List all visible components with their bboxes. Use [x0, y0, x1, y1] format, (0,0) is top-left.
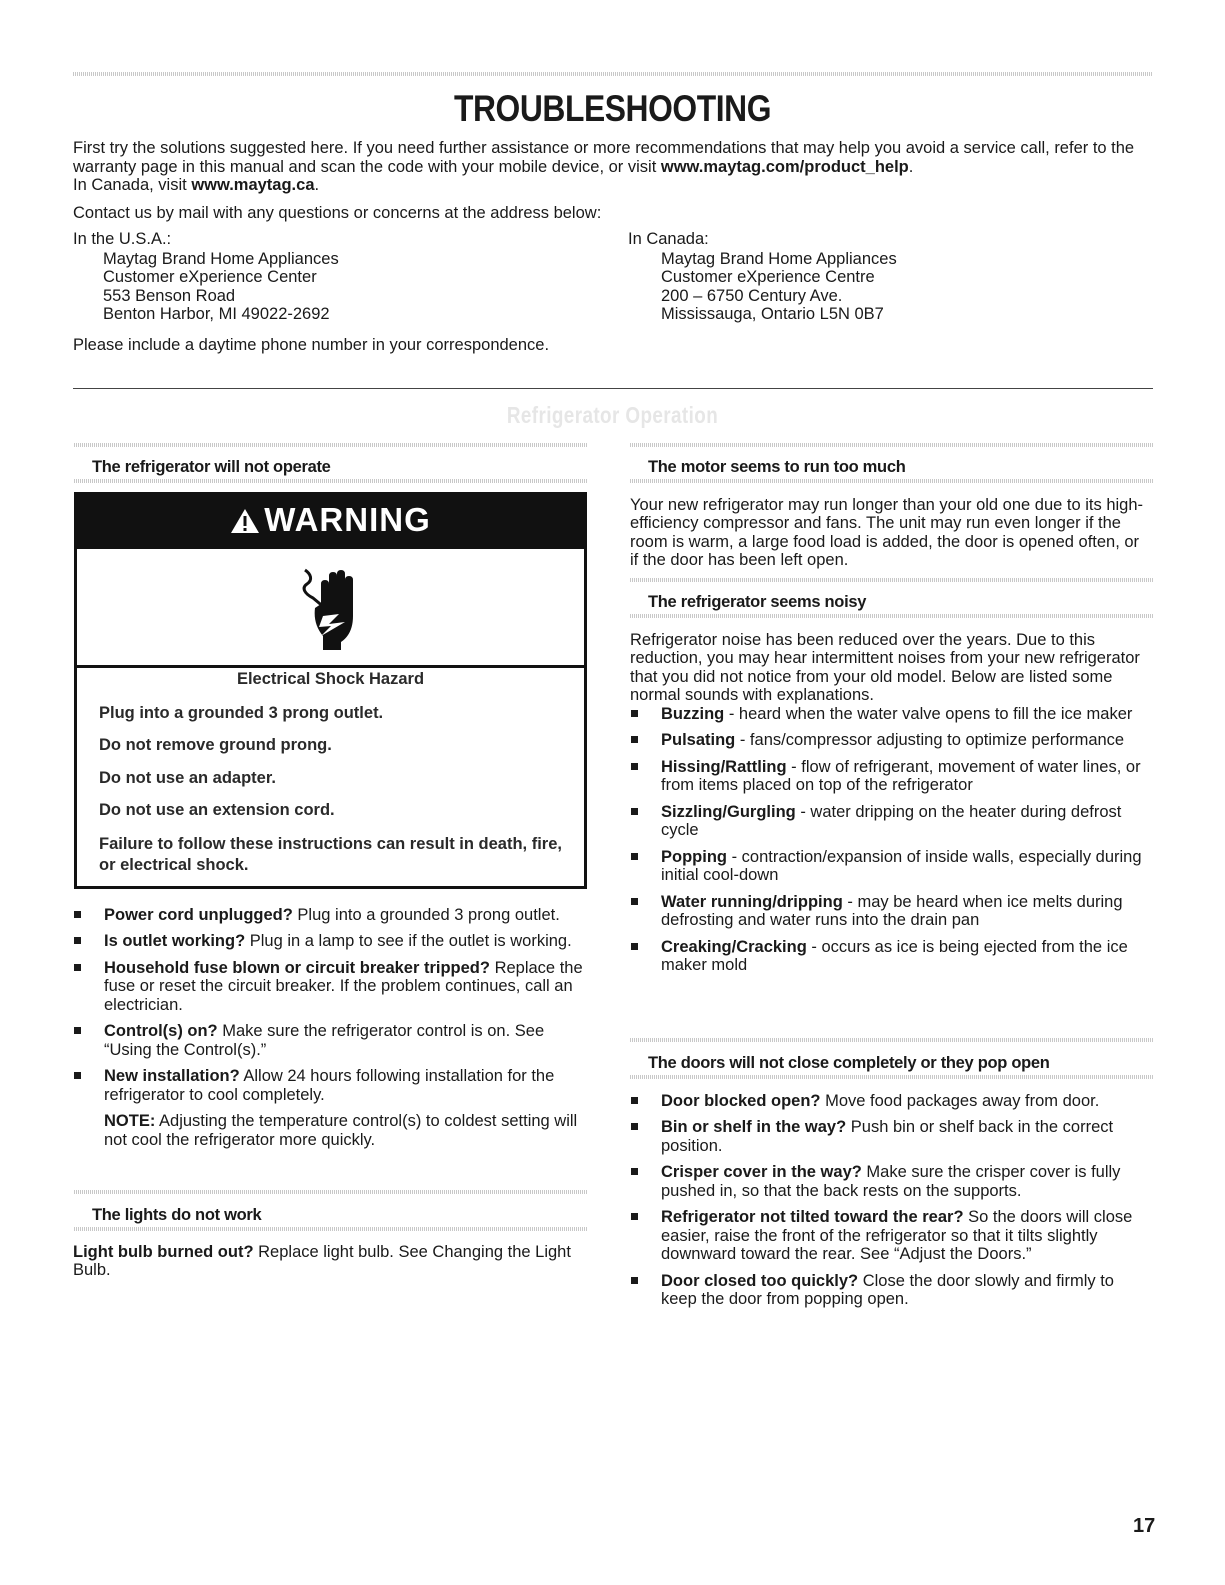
list-item: New installation? Allow 24 hours following installation for the refrigerator to cool completely. NOTE: Adjusting the temperature control(s) to coldest setting will not cool the refrigerator more quickly.	[73, 1067, 593, 1149]
left-sub2-rule-bottom	[74, 1227, 587, 1231]
lights-text: Light bulb burned out? Replace light bulb. See Changing the Light Bulb.	[73, 1243, 571, 1280]
page-title: TROUBLESHOOTING	[453, 88, 772, 129]
list-item: Is outlet working? Plug in a lamp to see if the outlet is working.	[73, 932, 593, 950]
list-item: Door blocked open? Move food packages away from door.	[630, 1092, 1150, 1110]
canada-link[interactable]: www.maytag.ca	[191, 176, 315, 195]
right-sub1-rule-top	[630, 443, 1153, 447]
list-item: Bin or shelf in the way? Push bin or shelf back in the correct position.	[630, 1118, 1150, 1155]
noisy-text: Refrigerator noise has been reduced over the years. Due to this reduction, you may hear intermittent noises from your new refrigerator that you did not notice from your old model. Below are listed some normal sounds with explanations.	[630, 631, 1140, 705]
warning-box	[74, 492, 587, 889]
left-sub1-rule-top	[74, 443, 587, 447]
warning-header: WARNING	[74, 492, 587, 549]
intro-paragraph-2: In Canada, visit www.maytag.ca.	[73, 176, 320, 195]
intro-paragraph-1: First try the solutions suggested here. If you need further assistance or more recommendations that may help you avoid a service call, refer to the warranty page in this manual and scan the code with your mobile device, or visit www.maytag.com/product_help.	[73, 139, 1135, 176]
not-operate-list	[73, 906, 593, 1157]
subheading-motor: The motor seems to run too much	[648, 458, 906, 476]
page-number: 17	[1133, 1515, 1156, 1537]
canada-label: In Canada:	[628, 230, 709, 248]
right-sub2-rule-top	[630, 578, 1153, 582]
intro	[73, 139, 1153, 195]
warning-divider	[77, 665, 584, 668]
list-item: Popping - contraction/expansion of inside walls, especially during initial cool-down	[630, 848, 1150, 885]
list-item: Hissing/Rattling - flow of refrigerant, movement of water lines, or from items placed on top of the refrigerator	[630, 758, 1150, 795]
noise-list	[630, 705, 1150, 983]
subheading-lights: The lights do not work	[92, 1206, 262, 1224]
list-item: Water running/dripping - may be heard when ice melts during defrosting and water runs into the drain pan	[630, 893, 1150, 930]
list-item: Sizzling/Gurgling - water dripping on the heater during defrost cycle	[630, 803, 1150, 840]
list-item: Control(s) on? Make sure the refrigerator control is on. See “Using the Control(s).”	[73, 1022, 593, 1059]
subheading-not-operate: The refrigerator will not operate	[92, 458, 331, 476]
hazard-title: Electrical Shock Hazard	[236, 670, 425, 688]
electric-shock-hand-icon	[299, 564, 369, 650]
top-divider	[73, 72, 1153, 76]
list-item: Household fuse blown or circuit breaker tripped? Replace the fuse or reset the circuit breaker. If the problem continues, call an electrician.	[73, 959, 593, 1014]
warning-instructions: Plug into a grounded 3 prong outlet. Do not remove ground prong. Do not use an adapter. Do not use an extension cord. Failure to follow these instructions can result in death, fire, or electrical shock.	[99, 704, 562, 875]
list-item: Refrigerator not tilted toward the rear? So the doors will close easier, raise the front of the refrigerator so that it tilts slightly downward toward the rear. See “Adjust the Doors.”	[630, 1208, 1150, 1263]
motor-text: Your new refrigerator may run longer than your old one due to its high-efficiency compressor and fans. The unit may run even longer if the room is warm, a large food load is added, the door is opened often, or if the door has been left open.	[630, 496, 1144, 570]
usa-address: Maytag Brand Home Appliances Customer eXperience Center 553 Benson Road Benton Harbor, MI 49022-2692	[103, 250, 339, 324]
right-sub2-rule-bottom	[630, 614, 1153, 618]
list-item: Creaking/Cracking - occurs as ice is being ejected from the ice maker mold	[630, 938, 1150, 975]
list-item: Pulsating - fans/compressor adjusting to optimize performance	[630, 731, 1150, 749]
warning-triangle-icon	[230, 508, 260, 534]
right-sub3-rule-top	[630, 1038, 1153, 1042]
note: NOTE: Adjusting the temperature control(s) to coldest setting will not cool the refrigerator more quickly.	[104, 1112, 578, 1149]
contact-text: Contact us by mail with any questions or concerns at the address below:	[73, 204, 602, 222]
list-item: Power cord unplugged? Plug into a grounded 3 prong outlet.	[73, 906, 593, 924]
left-sub1-rule-bottom	[74, 479, 587, 483]
right-sub3-rule-bottom	[630, 1075, 1153, 1079]
canada-address: Maytag Brand Home Appliances Customer eXperience Centre 200 – 6750 Century Ave. Mississauga, Ontario L5N 0B7	[661, 250, 897, 324]
subheading-doors: The doors will not close completely or they pop open	[648, 1054, 1050, 1072]
section-rule	[73, 388, 1153, 389]
phone-note: Please include a daytime phone number in your correspondence.	[73, 336, 550, 354]
list-item: Buzzing - heard when the water valve opens to fill the ice maker	[630, 705, 1150, 723]
left-sub2-rule-top	[74, 1190, 587, 1194]
list-item: Crisper cover in the way? Make sure the crisper cover is fully pushed in, so that the back rests on the supports.	[630, 1163, 1150, 1200]
product-help-link[interactable]: www.maytag.com/product_help	[660, 157, 909, 176]
list-item: Door closed too quickly? Close the door slowly and firmly to keep the door from popping open.	[630, 1272, 1150, 1309]
section-heading: Refrigerator Operation	[506, 402, 719, 428]
usa-label: In the U.S.A.:	[73, 230, 172, 248]
doors-list	[630, 1092, 1150, 1317]
right-sub1-rule-bottom	[630, 479, 1153, 483]
subheading-noisy: The refrigerator seems noisy	[648, 593, 867, 611]
